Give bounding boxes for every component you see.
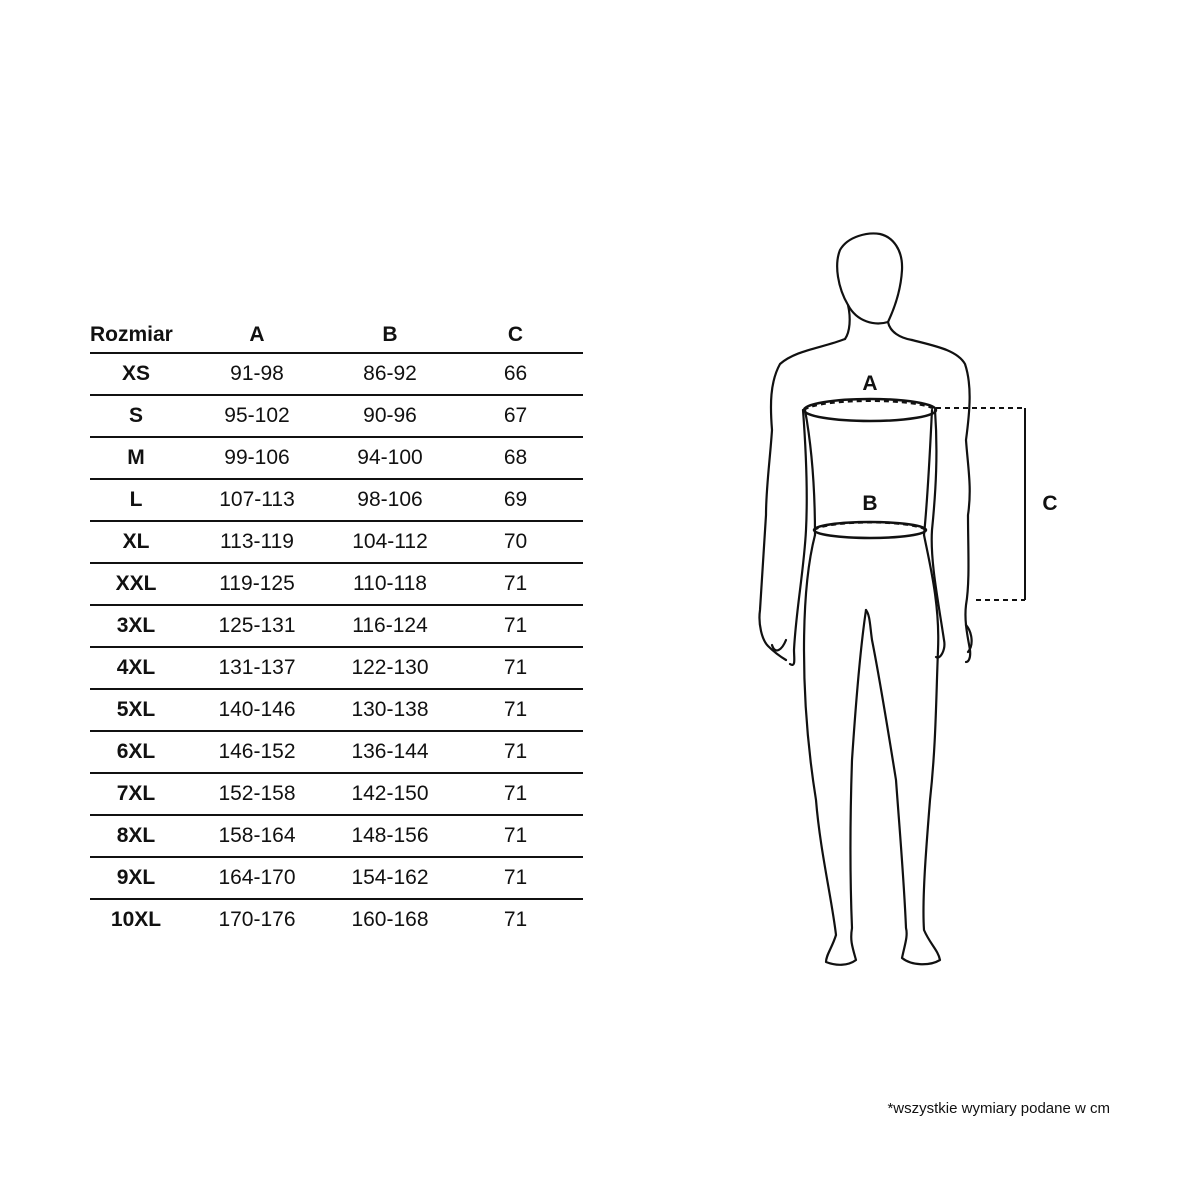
waist-cell: 90-96 xyxy=(332,395,448,437)
table-row xyxy=(90,563,583,605)
waist-cell: 122-130 xyxy=(332,647,448,689)
body-right-outline xyxy=(912,340,970,662)
table-row xyxy=(90,437,583,479)
length-cell: 71 xyxy=(448,773,583,815)
chest-cell: 140-146 xyxy=(182,689,332,731)
size-cell: M xyxy=(90,437,182,479)
length-cell: 71 xyxy=(448,731,583,773)
torso-right xyxy=(924,410,932,535)
left-hand xyxy=(772,640,786,650)
chest-cell: 152-158 xyxy=(182,773,332,815)
footnote: *wszystkie wymiary podane w cm xyxy=(887,1100,1110,1117)
neck-left xyxy=(845,305,850,339)
waist-cell: 94-100 xyxy=(332,437,448,479)
table-body xyxy=(90,353,583,940)
length-cell: 69 xyxy=(448,479,583,521)
size-cell: 7XL xyxy=(90,773,182,815)
waist-cell: 148-156 xyxy=(332,815,448,857)
chest-cell: 91-98 xyxy=(182,353,332,395)
chest-line-front xyxy=(804,399,936,421)
table-row xyxy=(90,395,583,437)
size-cell: L xyxy=(90,479,182,521)
table-row xyxy=(90,689,583,731)
table-row xyxy=(90,773,583,815)
size-cell: 3XL xyxy=(90,605,182,647)
size-cell: S xyxy=(90,395,182,437)
right-leg-outer xyxy=(866,535,940,964)
chest-cell: 95-102 xyxy=(182,395,332,437)
size-cell: 8XL xyxy=(90,815,182,857)
chest-cell: 170-176 xyxy=(218,908,296,931)
length-cell: 71 xyxy=(448,605,583,647)
size-cell: XXL xyxy=(90,563,182,605)
waist-cell: 136-144 xyxy=(332,731,448,773)
table-row xyxy=(90,731,583,773)
chest-cell: 113-119 xyxy=(182,521,332,563)
length-cell: 71 xyxy=(448,647,583,689)
label-a: A xyxy=(862,372,878,395)
waist-cell: 154-162 xyxy=(332,857,448,899)
body-measurement-figure xyxy=(740,225,1080,975)
waist-cell: 116-124 xyxy=(332,605,448,647)
header-a: A xyxy=(182,318,332,353)
chest-cell: 164-170 xyxy=(182,857,332,899)
head-outline xyxy=(837,234,902,324)
length-cell: 66 xyxy=(448,353,583,395)
chest-cell: 146-152 xyxy=(182,731,332,773)
waist-cell: 104-112 xyxy=(332,521,448,563)
size-chart-table xyxy=(90,318,583,940)
length-cell: 71 xyxy=(448,857,583,899)
waist-cell: 86-92 xyxy=(332,353,448,395)
chest-cell: 107-113 xyxy=(182,479,332,521)
label-c: C xyxy=(1042,492,1058,515)
length-cell: 71 xyxy=(503,908,528,931)
size-cell: XL xyxy=(90,521,182,563)
waist-cell: 160-168 xyxy=(351,908,429,931)
chest-cell: 119-125 xyxy=(182,563,332,605)
chest-cell: 99-106 xyxy=(182,437,332,479)
length-cell: 68 xyxy=(448,437,583,479)
length-cell: 70 xyxy=(448,521,583,563)
header-size: Rozmiar xyxy=(90,318,182,353)
waist-cell: 142-150 xyxy=(332,773,448,815)
waist-cell: 110-118 xyxy=(332,563,448,605)
length-cell: 71 xyxy=(448,815,583,857)
table-row xyxy=(90,479,583,521)
length-cell: 71 xyxy=(448,563,583,605)
size-cell: 4XL xyxy=(90,647,182,689)
chest-cell: 131-137 xyxy=(182,647,332,689)
table-row xyxy=(90,857,583,899)
size-cell: 10XL xyxy=(110,908,162,931)
table-row xyxy=(90,899,583,940)
left-leg-outer xyxy=(804,535,866,965)
waist-cell: 130-138 xyxy=(332,689,448,731)
size-cell: 5XL xyxy=(90,689,182,731)
waist-cell: 98-106 xyxy=(332,479,448,521)
neck-right xyxy=(888,322,912,340)
table-row xyxy=(90,647,583,689)
header-b: B xyxy=(332,318,448,353)
label-b: B xyxy=(862,492,878,515)
chest-cell: 125-131 xyxy=(182,605,332,647)
table-header-row xyxy=(90,318,583,353)
size-cell: 9XL xyxy=(90,857,182,899)
body-left-outline xyxy=(759,339,845,660)
length-cell: 67 xyxy=(448,395,583,437)
table-row xyxy=(90,815,583,857)
chest-cell: 158-164 xyxy=(182,815,332,857)
waist-line xyxy=(814,522,926,538)
size-cell: XS xyxy=(90,353,182,395)
header-c: C xyxy=(448,318,583,353)
size-cell: 6XL xyxy=(90,731,182,773)
table-row xyxy=(90,521,583,563)
table-row xyxy=(90,605,583,647)
length-cell: 71 xyxy=(448,689,583,731)
table-row xyxy=(90,353,583,395)
